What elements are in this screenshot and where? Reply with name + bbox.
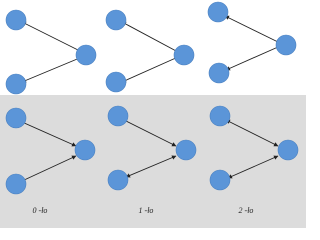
bottom-graph-1-edge-a (22, 122, 76, 146)
graph-label-1: 1 -ło (138, 206, 154, 215)
top-graph-1-edge-a (22, 22, 82, 52)
top-graph-1-edge-b (22, 57, 82, 82)
bottom-graph-1-edge-b (22, 156, 76, 181)
top-graph-2-node-lower (106, 72, 126, 92)
top-graph-1-node-lower (6, 74, 26, 94)
top-graph-2 (106, 10, 194, 92)
top-graph-2-edge-b (122, 57, 178, 82)
top-graph-1-node-upper (6, 10, 26, 30)
top-graph-3-node-right (276, 35, 296, 55)
bottom-graph-2-node-right (176, 140, 196, 160)
bottom-graph-1-node-lower (6, 174, 26, 194)
top-graph-2-edge-a (122, 22, 178, 52)
bottom-graph-2-edge-b (126, 156, 176, 177)
top-graph-3-node-upper (208, 2, 228, 22)
top-graph-3 (208, 2, 296, 83)
bottom-graph-3-edge-a (226, 120, 278, 146)
top-graph-2-node-right (174, 45, 194, 65)
bottom-graph-3-node-lower (210, 170, 230, 190)
bottom-graph-3-node-upper (210, 106, 230, 126)
bottom-graph-2-node-lower (108, 170, 128, 190)
bottom-graph-2-node-upper (108, 106, 128, 126)
top-graph-3-edge-b (226, 47, 278, 70)
bottom-graph-3-node-right (278, 140, 298, 160)
top-graph-3-edge-a (225, 16, 278, 42)
top-graph-1-node-right (76, 45, 96, 65)
top-graph-3-node-lower (209, 63, 229, 83)
bottom-graph-1-node-right (75, 140, 95, 160)
top-graph-1 (6, 10, 96, 94)
bottom-graph-2 (108, 106, 196, 190)
bottom-graph-1-node-upper (6, 108, 26, 128)
bottom-graph-3 (210, 106, 298, 190)
graph-label-2: 2 -ło (238, 206, 254, 215)
graph-label-0: 0 -ło (32, 206, 48, 215)
bottom-graph-1 (6, 108, 95, 194)
top-graph-2-node-upper (106, 10, 126, 30)
bottom-graph-2-edge-a (124, 120, 176, 146)
bottom-graph-3-edge-b (228, 156, 278, 178)
